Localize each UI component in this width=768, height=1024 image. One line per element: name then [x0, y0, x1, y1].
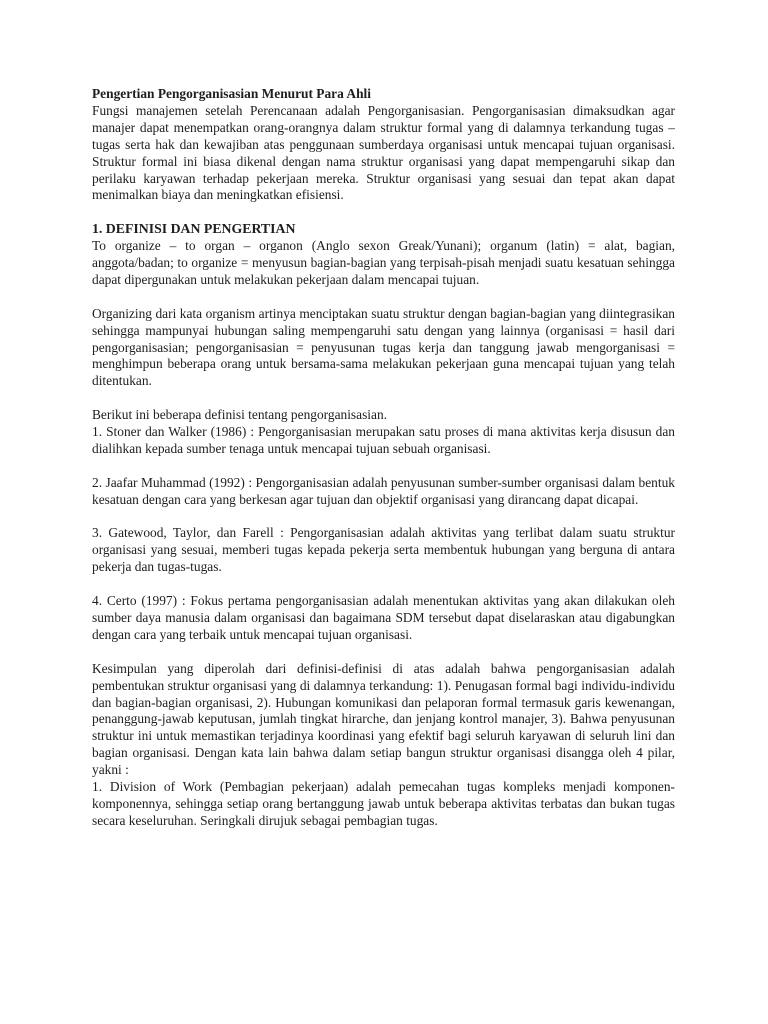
pillar-item: 1. Division of Work (Pembagian pekerjaan) adalah pemecahan tugas kompleks menjadi komponen-komponennya, sehingga setiap orang bertanggung jawab untuk beberapa aktivitas terbatas dan bukan tugas secara keseluruhan. Seringkali dirujuk sebagai pembagian tugas. — [92, 779, 675, 828]
paragraph-spacer — [92, 576, 675, 593]
definition-item: 4. Certo (1997) : Fokus pertama pengorganisasian adalah menentukan aktivitas yang akan dilakukan oleh sumber daya manusia dalam organisasi dan bagaimana SDM tersebut dapat diselaraskan atau digabungkan dengan cara yang terbaik untuk mencapai tujuan organisasi. — [92, 593, 675, 642]
paragraph-spacer — [92, 390, 675, 407]
definition-item: 3. Gatewood, Taylor, dan Farell : Pengorganisasian adalah aktivitas yang terlibat dalam suatu struktur organisasi yang sesuai, memberi tugas kepada pekerja serta membentuk hubungan yang berguna di antara pekerja dan tugas-tugas. — [92, 525, 675, 575]
definition-item: 1. Stoner dan Walker (1986) : Pengorganisasian merupakan satu proses di mana aktivitas kerja disusun dan dialihkan kepada sumber tenaga untuk mencapai tujuan sebuah organisasi. — [92, 424, 675, 456]
etymology-paragraph: To organize – to organ – organon (Anglo sexon Greak/Yunani); organum (latin) = alat, bagian, anggota/badan; to organize = menyusun bagian-bagian yang terpisah-pisah menjadi suatu kesatuan sehingga dapat dipergunakan untuk melakukan pekerjaan dalam mencapai tujuan. — [92, 238, 675, 287]
organizing-paragraph: Organizing dari kata organism artinya menciptakan suatu struktur dengan bagian-bagian yang diintegrasikan sehingga mampunyai hubungan saling mempengaruhi satu dengan yang lainnya (organisasi = hasil dari pengorganisasian; pengorganisasian = penyusunan tugas kerja dan tanggung jawab mengorganisasi = menghimpun beberapa orang untuk bersama-sama melakukan pekerjaan guna mencapai tujuan yang telah ditentukan. — [92, 305, 675, 389]
paragraph-spacer — [92, 458, 675, 475]
section-heading: 1. DEFINISI DAN PENGERTIAN — [92, 221, 296, 237]
paragraph-spacer — [92, 289, 675, 306]
definitions-intro: Berikut ini beberapa definisi tentang pengorganisasian. — [92, 407, 388, 423]
intro-paragraph: Fungsi manajemen setelah Perencanaan adalah Pengorganisasian. Pengorganisasian dimaksudkan agar manajer dapat menempatkan orang-orangnya dalam struktur formal yang di dalamnya terkandung tugas –tugas serta hak dan kewajiban atas penggunaan sumberdaya organisasi untuk mencapai tujuan organisasi. Struktur formal ini biasa dikenal dengan nama struktur organisasi yang dapat mempengaruhi sikap dan perilaku karyawan terhadap pekerjaan mereka. Struktur organisasi yang sesuai dan tepat akan dapat menimalkan biaya dan meningkatkan efisiensi. — [92, 102, 675, 203]
definition-item: 2. Jaafar Muhammad (1992) : Pengorganisasian adalah penyusunan sumber-sumber organisasi dalam bentuk kesatuan dengan cara yang berkesan agar tujuan dan objektif organisasi yang dirancang dapat dicapai. — [92, 474, 675, 507]
document-title: Pengertian Pengorganisasian Menurut Para Ahli — [92, 86, 371, 101]
paragraph-spacer — [92, 509, 675, 526]
conclusion-paragraph: Kesimpulan yang diperolah dari definisi-definisi di atas adalah bahwa pengorganisasian adalah pembentukan struktur organisasi yang di dalamnya terkandung: 1). Penugasan formal bagi individu-individu dan bagian-bagian organisasi, 2). Hubungan komunikasi dan pelaporan formal termasuk garis kewenangan, penanggung-jawab keputusan, jumlah tingkat hirarche, dan jenjang kontrol manajer, 3). Bahwa penyusunan struktur ini untuk memastikan terjadinya koordinasi yang efektif bagi seluruh karyawan di seluruh lini dan bagian organisasi. Dengan kata lain bahwa dalam setiap bangun struktur organisasi disangga oleh 4 pilar, yakni : — [92, 660, 675, 778]
document-page — [92, 86, 675, 830]
paragraph-spacer — [92, 644, 675, 661]
paragraph-spacer — [92, 204, 675, 221]
